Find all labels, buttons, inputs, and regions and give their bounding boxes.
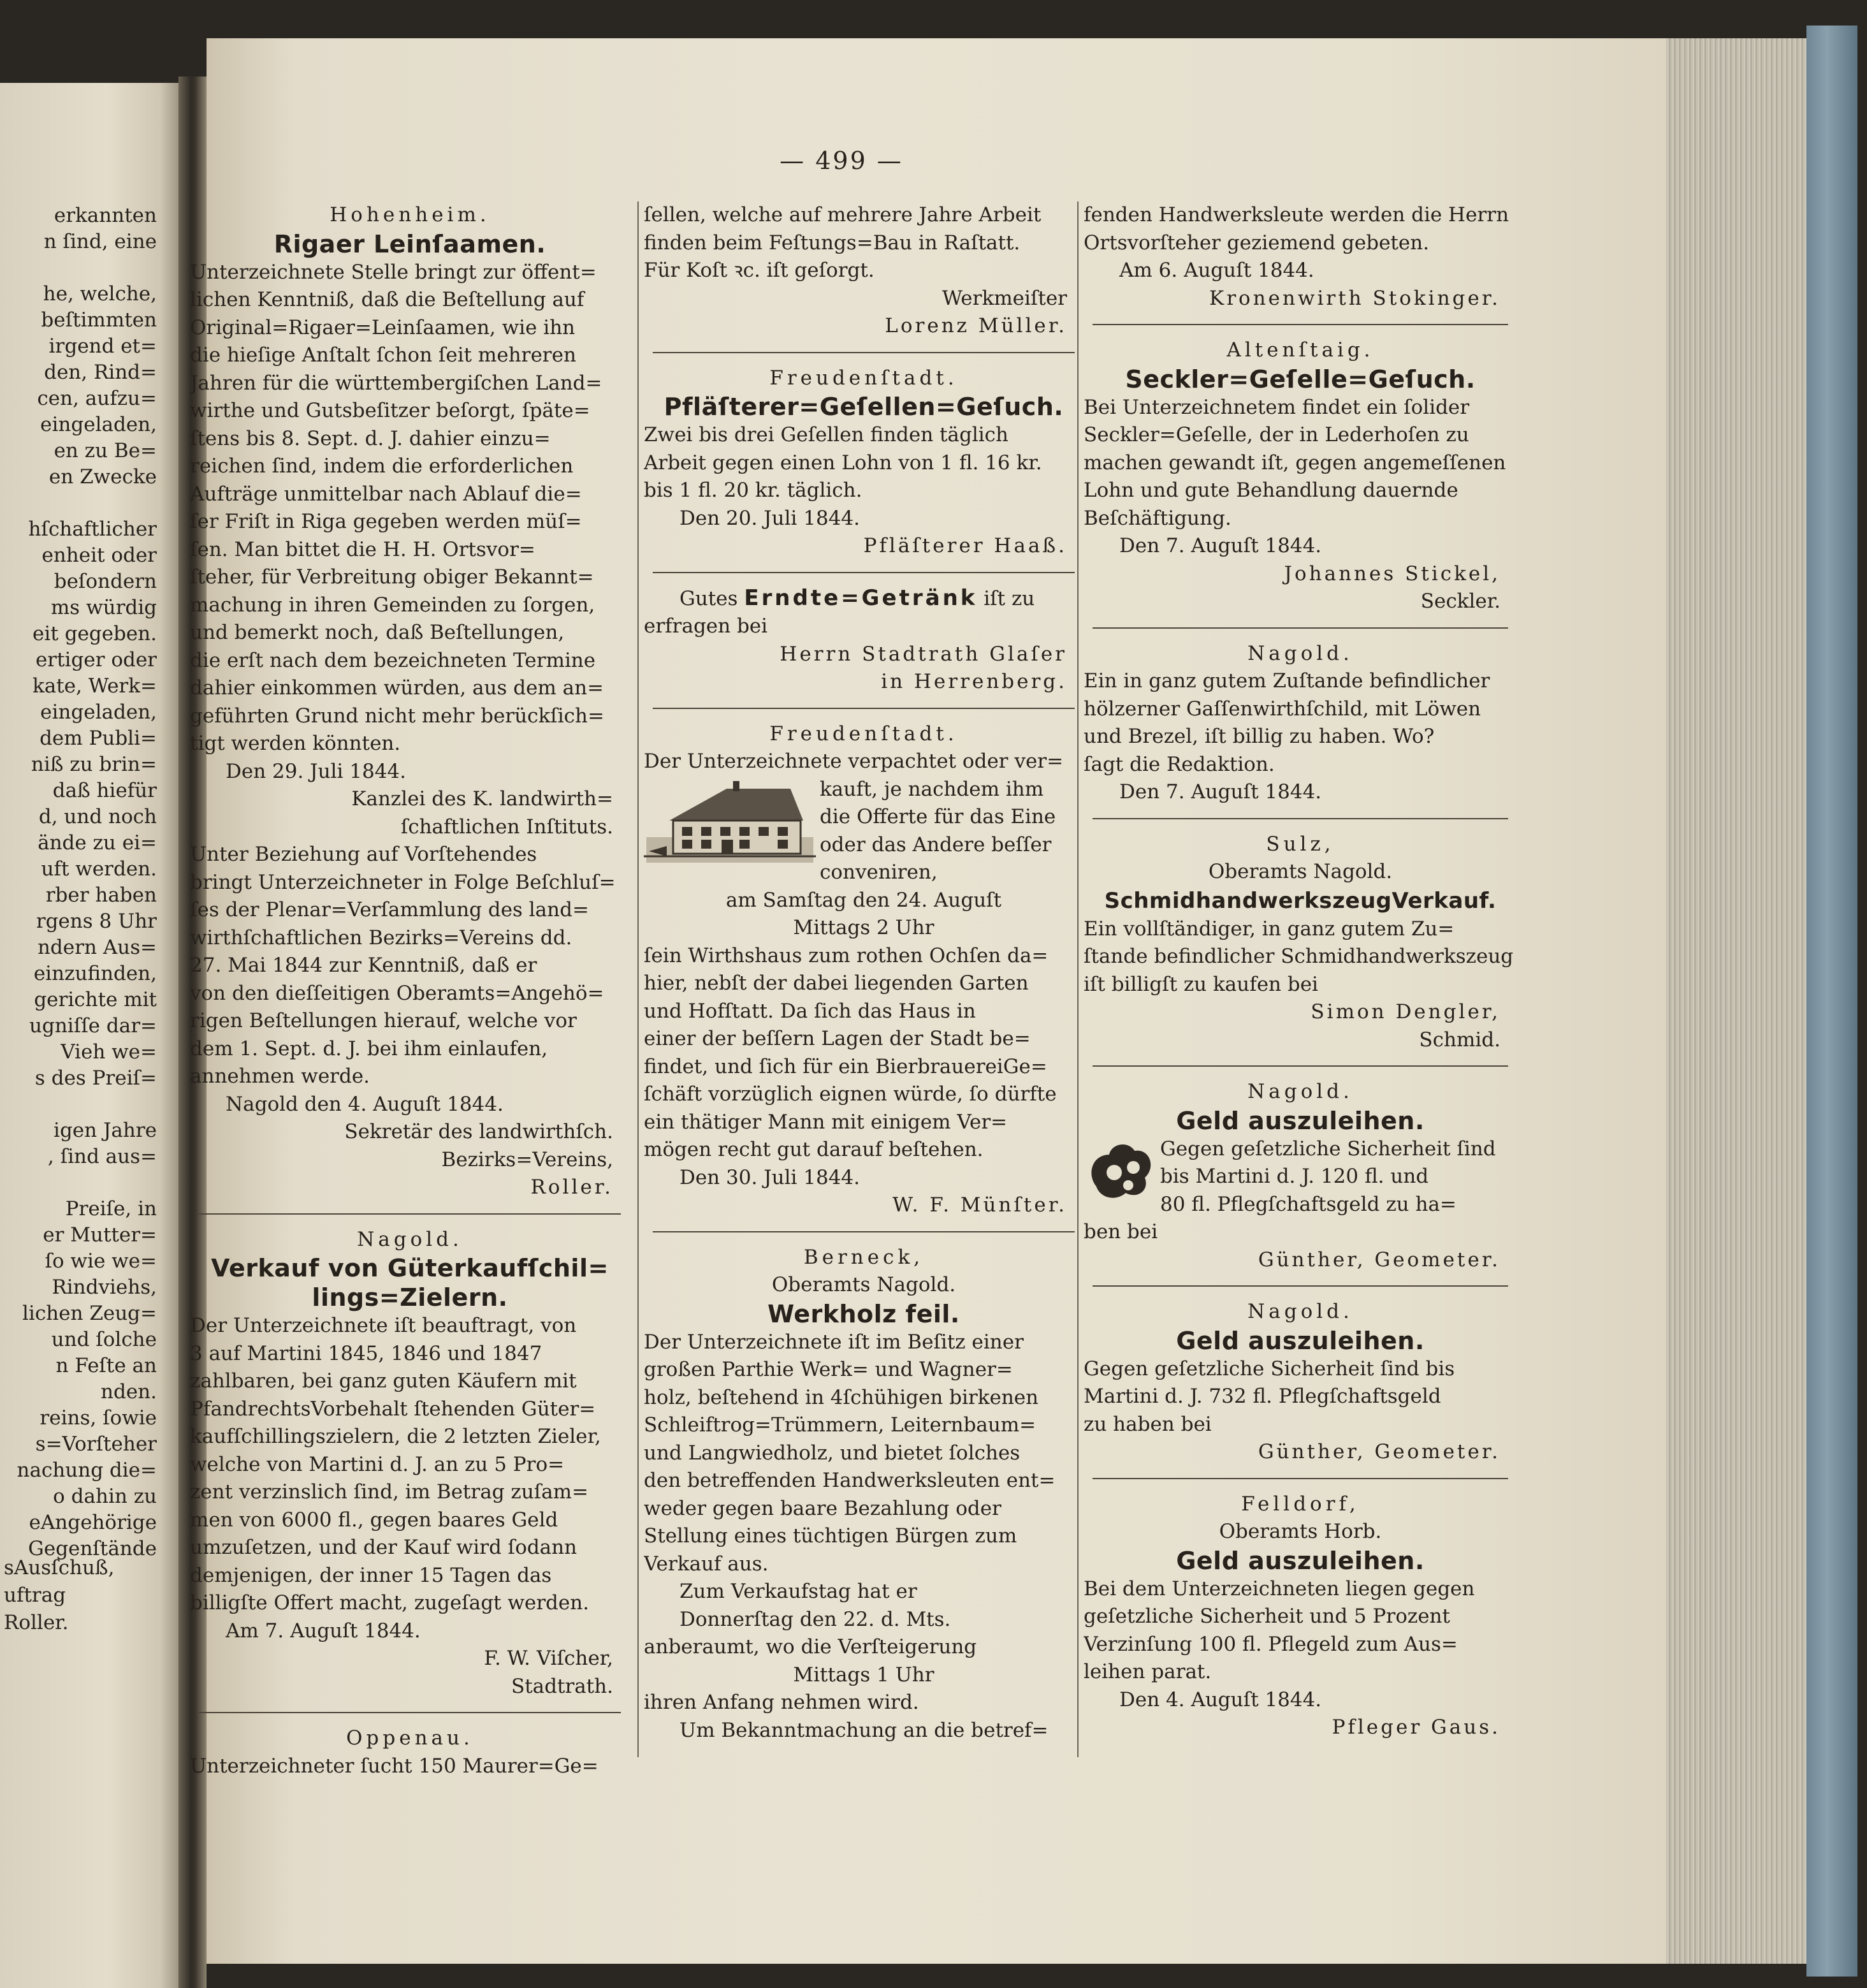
text-line: leihen parat. xyxy=(1084,1660,1212,1683)
fragment-line: reins, ſowie xyxy=(40,1407,157,1429)
divider xyxy=(1093,1478,1508,1479)
text-line: ſchäft vorzüglich eignen würde, ſo dürfte xyxy=(644,1083,1057,1106)
ad-signature: W. F. Münſter. xyxy=(892,1194,1067,1217)
column-3 xyxy=(1084,201,1517,1748)
text-line: 80 fl. Pflegſchaftsgeld zu ha= xyxy=(1160,1192,1457,1216)
text-line: ſer Friſt in Riga gegeben werden müſ= xyxy=(190,510,582,533)
ad-signature: Pfleger Gaus. xyxy=(1332,1716,1500,1739)
ad-body xyxy=(190,841,630,1091)
column-1 xyxy=(190,201,630,1787)
text-line: wirthe und Gutsbeſitzer beſorgt, ſpäte= xyxy=(190,399,590,422)
fragment-line: beſtimmten xyxy=(41,309,157,332)
fragment-line: niß zu brin= xyxy=(31,753,157,776)
ad-signature: Simon Dengler, xyxy=(1311,1000,1500,1023)
text-span: Gutes xyxy=(679,587,738,610)
fragment-line: Vieh we= xyxy=(61,1041,157,1063)
wrap-with-image xyxy=(1084,1136,1517,1219)
text-line: Schleiftrog=Trümmern, Leiternbaum= xyxy=(644,1414,1036,1436)
column-2 xyxy=(644,201,1084,1751)
ad-signature: ſchaftlichen Inſtituts. xyxy=(400,815,613,838)
ad-body-line: Zum Verkaufstag hat er xyxy=(679,1580,917,1603)
text-line: 3 auf Martini 1845, 1846 und 1847 xyxy=(190,1341,542,1365)
text-line: Arbeit gegen einen Lohn von 1 fl. 16 kr. xyxy=(644,451,1042,474)
fragment-line: dem Publi= xyxy=(40,727,157,750)
ad-subplace: Oberamts Nagold. xyxy=(771,1273,956,1296)
divider xyxy=(653,1231,1075,1232)
fragment-line: uft werden. xyxy=(41,858,157,881)
ad-heading: Werkholz feil. xyxy=(767,1299,960,1328)
ad-date: Den 30. Juli 1844. xyxy=(679,1166,860,1189)
fragment-line xyxy=(17,1170,157,1196)
left-page-bottom-fragments xyxy=(4,1554,115,1637)
ad-nagold-geld-2 xyxy=(1084,1298,1517,1466)
ad-body xyxy=(644,942,1084,1164)
text-line: den betreffenden Handwerksleuten ent= xyxy=(644,1469,1056,1492)
ad-nagold-wirthschild xyxy=(1084,640,1517,807)
ad-body xyxy=(644,887,1084,942)
ad-signature: F. W. Viſcher, xyxy=(484,1647,613,1670)
ad-heading: lings=Zielern. xyxy=(312,1283,508,1312)
text-line: PfandrechtsVorbehalt ſtehenden Güter= xyxy=(190,1397,596,1421)
fragment-line: d, und noch xyxy=(38,805,157,828)
ad-heading: Pfläſterer=Geſellen=Geſuch. xyxy=(664,393,1064,421)
ad-altenstaig-seckler xyxy=(1084,337,1517,616)
book-cover xyxy=(1806,26,1857,1977)
ad-body xyxy=(190,259,630,758)
text-line: Verzinſung 100 fl. Pflegeld zum Aus= xyxy=(1084,1632,1458,1656)
ad-signature: Pfläſterer Haaß. xyxy=(863,534,1067,557)
text-line: findet, und ſich für ein BierbrauereiGe= xyxy=(644,1055,1047,1078)
fragment-line: eit gegeben. xyxy=(33,622,157,645)
text-line: Ein in ganz gutem Zuſtande befindlicher xyxy=(1084,669,1490,692)
ad-body-line xyxy=(644,585,1084,613)
text-line: am Samſtag den 24. Auguſt xyxy=(725,888,1002,912)
fragment-line: ände zu ei= xyxy=(38,831,157,854)
text-line: 27. Mai 1844 zur Kenntniß, daß er xyxy=(190,954,537,977)
text-line: Jahren für die württembergiſchen Land= xyxy=(190,371,602,395)
fragment-line: Gegenſtände xyxy=(28,1537,157,1560)
text-line: iſt billigſt zu kaufen bei xyxy=(1084,972,1318,996)
text-line: Stellung eines tüchtigen Bürgen zum xyxy=(644,1524,1017,1547)
ad-place: Nagold. xyxy=(1247,641,1353,665)
ad-signature: Kronenwirth Stokinger. xyxy=(1209,286,1500,310)
fragment-line: einzufinden, xyxy=(33,962,157,985)
column-rule-1 xyxy=(637,201,639,1757)
text-line: Lohn und gute Behandlung dauernde xyxy=(1084,479,1458,502)
text-line: Beſchäftigung. xyxy=(1084,506,1231,530)
text-line: annehmen werde. xyxy=(190,1065,370,1088)
ad-body-line: anberaumt, wo die Verſteigerung xyxy=(644,1635,977,1658)
text-line: Für Koſt ꝛc. iſt geſorgt. xyxy=(644,259,875,282)
ad-place: Oppenau. xyxy=(346,1727,474,1750)
text-line: reichen ſind, indem die erforderlichen xyxy=(190,455,574,478)
fragment-line: Rindviehs, xyxy=(52,1276,157,1299)
left-page-text-fragments xyxy=(17,203,157,1562)
text-line: einer der beſſern Lagen der Stadt be= xyxy=(644,1027,1031,1050)
ad-date: Am 7. Auguſt 1844. xyxy=(226,1619,421,1642)
text-line: kaufſchillingszielern, die 2 letzten Zieler, xyxy=(190,1425,601,1448)
text-line: bringt Unterzeichneter in Folge Beſchluſ= xyxy=(190,870,616,894)
ad-signature: Stadtrath. xyxy=(511,1674,613,1698)
text-line: hier, nebſt der dabei liegenden Garten xyxy=(644,972,1029,995)
text-line: oder das Andere beſſer xyxy=(820,833,1052,856)
fragment-line: cen, aufzu= xyxy=(37,387,157,410)
ad-body xyxy=(820,776,1084,887)
fragment-line: Preiſe, in xyxy=(65,1197,157,1220)
ad-body xyxy=(1084,1356,1517,1439)
fragment-line: erkannten xyxy=(54,204,157,227)
ad-signature: Schmid. xyxy=(1419,1028,1500,1051)
ad-berneck-continued xyxy=(1084,201,1517,312)
ad-signature: in Herrenberg. xyxy=(881,670,1067,693)
fragment-line: enheit oder xyxy=(41,544,157,567)
text-line: zahlbaren, bei ganz guten Käufern mit xyxy=(190,1370,577,1392)
text-line: demjenigen, der inner 15 Tagen das xyxy=(190,1563,552,1587)
ad-body xyxy=(644,1329,1084,1579)
text-line: ſen. Man bittet die H. H. Ortsvor= xyxy=(190,537,535,561)
text-line: weder gegen baare Bezahlung oder xyxy=(644,1496,1001,1520)
text-line: großen Parthie Werk= und Wagner= xyxy=(644,1358,1013,1381)
ad-nagold-geld-1 xyxy=(1084,1078,1517,1274)
ad-signature: Bezirks=Vereins, xyxy=(441,1148,613,1171)
fragment-line: en zu Be= xyxy=(54,439,157,462)
ad-date: Den 20. Juli 1844. xyxy=(679,506,860,530)
ad-date: Nagold den 4. Auguſt 1844. xyxy=(226,1092,504,1116)
fragment-line: s des Preiſ= xyxy=(34,1067,157,1090)
ad-freudenstadt-wirthshaus xyxy=(644,720,1084,1220)
text-line: zu haben bei xyxy=(1084,1412,1212,1436)
text-line: ſagt die Redaktion. xyxy=(1084,752,1275,776)
ad-signature: Sekretär des landwirthſch. xyxy=(344,1120,613,1143)
text-line: welche von Martini d. J. an zu 5 Pro= xyxy=(190,1452,565,1476)
ad-place: Berneck, xyxy=(803,1245,924,1269)
text-line: zent verzinslich ſind, im Betrag zuſam= xyxy=(190,1480,589,1503)
ad-date: Den 4. Auguſt 1844. xyxy=(1119,1688,1322,1711)
text-line: rigen Beſtellungen hierauf, welche vor xyxy=(190,1009,577,1032)
fragment-line: s=Vorſteher xyxy=(35,1433,157,1456)
text-line: finden beim Feſtungs=Bau in Raſtatt. xyxy=(644,231,1021,254)
page-number: — 499 — xyxy=(780,147,903,175)
fragment-line: rgens 8 Uhr xyxy=(36,910,157,933)
ad-signature: Kanzlei des K. landwirth= xyxy=(351,787,613,810)
fragment-line xyxy=(17,1092,157,1118)
text-line: und Langwiedholz, und bietet ſolches xyxy=(644,1441,1021,1465)
text-line: billigſte Offert macht, zugeſagt werden. xyxy=(190,1591,590,1614)
ad-body xyxy=(1084,394,1517,533)
ad-hohenheim xyxy=(190,201,630,1202)
text-line: die hieſige Anſtalt ſchon ſeit mehreren xyxy=(190,344,576,367)
text-line: hölzerner Gaſſenwirthſchild, mit Löwen xyxy=(1084,697,1481,720)
ad-body-line: ihren Anfang nehmen wird. xyxy=(644,1691,919,1714)
fragment-line: rber haben xyxy=(45,884,157,907)
text-line: Martini d. J. 732 fl. Pflegſchaftsgeld xyxy=(1084,1385,1441,1408)
ad-date: Den 7. Auguſt 1844. xyxy=(1119,780,1322,803)
text-line: Verkauf aus. xyxy=(644,1552,769,1575)
ad-body xyxy=(1084,916,1517,999)
ad-sulz-schmid xyxy=(1084,831,1517,1055)
fragment-line: n Feſte an xyxy=(55,1354,157,1377)
fragment-line: ndern Aus= xyxy=(37,936,157,959)
left-page xyxy=(0,83,178,1988)
fragment-line: ugniſſe dar= xyxy=(29,1014,157,1037)
fragment-line: daß hiefür xyxy=(52,779,157,802)
ad-body xyxy=(1084,668,1517,778)
fragment-line: o dahin zu xyxy=(53,1485,157,1508)
text-line: geſetzliche Sicherheit und 5 Prozent xyxy=(1084,1605,1450,1628)
text-line: Unter Beziehung auf Vorſtehendes xyxy=(190,843,537,866)
text-line: und Brezel, iſt billig zu haben. Wo? xyxy=(1084,725,1435,748)
fragment-line: und ſolche xyxy=(51,1328,157,1351)
fragment-line: , ſind aus= xyxy=(47,1145,157,1168)
text-line: kauft, je nachdem ihm xyxy=(820,777,1044,801)
ad-place: Freudenſtadt. xyxy=(769,366,958,390)
ad-body xyxy=(644,421,1084,505)
text-line: fenden Handwerksleute werden die Herrn xyxy=(1084,203,1509,226)
text-line: Zwei bis drei Geſellen finden täglich xyxy=(644,423,1009,446)
fragment-line: Roller. xyxy=(4,1611,69,1634)
divider xyxy=(199,1712,621,1713)
text-span: iſt zu xyxy=(984,587,1035,610)
divider xyxy=(1093,1065,1508,1067)
text-line: und bemerkt noch, daß Beſtellungen, xyxy=(190,621,565,644)
ad-body-line: Um Bekanntmachung an die betref= xyxy=(679,1718,1049,1742)
divider xyxy=(199,1213,621,1215)
fragment-line: nachung die= xyxy=(17,1459,157,1482)
text-line: bis Martini d. J. 120 fl. und xyxy=(1160,1165,1429,1188)
fragment-line: en Zwecke xyxy=(48,465,157,488)
ad-signature: Werkmeiſter xyxy=(941,286,1067,310)
text-line: von den dieſſeitigen Oberamts=Angehö= xyxy=(190,981,604,1005)
wrap-with-image xyxy=(644,776,1084,887)
text-line: dahier einkommen würden, aus dem an= xyxy=(190,676,604,699)
text-line: Aufträge unmittelbar nach Ablauf die= xyxy=(190,482,582,506)
fragment-line: eAngehörige xyxy=(29,1511,157,1534)
fragment-line: sAusſchuß, xyxy=(4,1556,115,1579)
ad-signature: Günther, Geometer. xyxy=(1258,1248,1500,1271)
text-line: und Hofſtatt. Da ſich das Haus in xyxy=(644,999,976,1023)
text-line: ſtens bis 8. Sept. d. J. dahier einzu= xyxy=(190,427,551,450)
ad-body xyxy=(1160,1136,1517,1219)
divider xyxy=(653,572,1075,573)
ad-heading: Geld auszuleihen. xyxy=(1176,1326,1425,1355)
fragment-line: irgend et= xyxy=(48,335,157,358)
text-line: geführten Grund nicht mehr berückſich= xyxy=(190,704,604,727)
ad-heading: Geld auszuleihen. xyxy=(1176,1546,1425,1575)
ad-subplace: Oberamts Nagold. xyxy=(1208,860,1393,883)
ad-place: Nagold. xyxy=(357,1227,463,1251)
ad-place: Felldorf, xyxy=(1241,1492,1360,1516)
fragment-line: uftrag xyxy=(4,1584,66,1607)
fragment-line: kate, Werk= xyxy=(32,675,157,698)
fragment-line: den, Rind= xyxy=(44,361,157,384)
text-line: Ortsvorſteher geziemend gebeten. xyxy=(1084,231,1430,254)
ad-erndte-getraenk xyxy=(644,585,1084,696)
ad-place: Altenſtaig. xyxy=(1226,339,1374,362)
ad-body-line: Donnerſtag den 22. d. Mts. xyxy=(679,1607,951,1631)
fragment-line: ertiger oder xyxy=(35,648,157,671)
ad-body xyxy=(1084,201,1517,257)
text-line: ſteher, für Verbreitung obiger Bekannt= xyxy=(190,566,594,588)
ad-felldorf-geld xyxy=(1084,1491,1517,1742)
ad-heading: Seckler=Geſelle=Geſuch. xyxy=(1125,365,1476,393)
ad-freudenstadt-pflaesterer xyxy=(644,365,1084,560)
fragment-line: eingeladen, xyxy=(40,413,157,436)
text-line: conveniren, xyxy=(820,861,938,884)
text-line: Bei dem Unterzeichneten liegen gegen xyxy=(1084,1577,1475,1600)
divider xyxy=(653,708,1075,709)
ad-body xyxy=(190,1312,630,1618)
divider xyxy=(653,352,1075,353)
text-line: Gegen geſetzliche Sicherheit ſind xyxy=(1160,1137,1496,1160)
fragment-line: gerichte mit xyxy=(34,988,157,1011)
emphasis-span: Erndte=Getränk xyxy=(744,585,978,611)
fragment-line: ms würdig xyxy=(50,596,157,619)
ad-signature: Günther, Geometer. xyxy=(1258,1440,1500,1463)
ad-signature: Johannes Stickel, xyxy=(1284,562,1500,585)
fragment-line: he, welche, xyxy=(43,282,157,305)
text-line: ſein Wirthshaus zum rothen Ochſen da= xyxy=(644,944,1049,967)
house-illustration xyxy=(644,776,816,865)
fragment-line: ſo wie we= xyxy=(45,1250,157,1273)
ad-place: Nagold. xyxy=(1247,1300,1353,1323)
ad-signature: Seckler. xyxy=(1420,590,1500,613)
text-line: ſellen, welche auf mehrere Jahre Arbeit xyxy=(644,203,1042,226)
text-line: holz, beſtehend in 4ſchühigen birkenen xyxy=(644,1385,1039,1409)
text-line: machung in ihren Gemeinden zu ſorgen, xyxy=(190,593,595,617)
text-line: Unterzeichnete Stelle bringt zur öffent= xyxy=(190,260,597,284)
ad-signature: Roller. xyxy=(530,1176,613,1199)
text-line: die erſt nach dem bezeichneten Termine xyxy=(190,648,596,672)
text-line: men von 6000 fl., gegen baares Geld xyxy=(190,1508,558,1531)
text-line: umzuſetzen, und der Kauf wird ſodann xyxy=(190,1536,578,1559)
ad-place: Sulz, xyxy=(1266,832,1335,856)
text-line: mögen recht gut darauf beſtehen. xyxy=(644,1138,984,1161)
ad-heading: SchmidhandwerkszeugVerkauf. xyxy=(1104,888,1497,914)
ad-heading: Rigaer Leinſaamen. xyxy=(273,230,546,258)
text-line: lichen Kenntniß, daß die Beſtellung auf xyxy=(190,288,585,311)
ad-body-line: Mittags 1 Uhr xyxy=(793,1663,934,1686)
text-line: ſes der Plenar=Verſammlung des land= xyxy=(190,898,589,921)
text-line: dem 1. Sept. d. J. bei ihm einlaufen, xyxy=(190,1037,548,1060)
ad-date: Am 6. Auguſt 1844. xyxy=(1119,259,1314,282)
ad-signature: Herrn Stadtrath Glaſer xyxy=(780,642,1067,666)
fragment-line: er Mutter= xyxy=(43,1224,157,1246)
ad-body-line: Unterzeichneter ſucht 150 Maurer=Ge= xyxy=(190,1754,599,1778)
text-line: Ein vollſtändiger, in ganz gutem Zu= xyxy=(1084,917,1455,940)
ad-place: Hohenheim. xyxy=(330,203,490,226)
ad-place: Freudenſtadt. xyxy=(769,722,958,745)
fragment-line: igen Jahre xyxy=(54,1119,157,1142)
text-line: machen gewandt iſt, gegen angemeſſenen xyxy=(1084,451,1506,474)
fragment-line: lichen Zeug= xyxy=(22,1302,157,1325)
ad-oppenau xyxy=(190,1725,630,1780)
ad-berneck-werkholz xyxy=(644,1244,1084,1745)
fragment-line: eingeladen, xyxy=(40,701,157,724)
text-line: wirthſchaftlichen Bezirks=Vereins dd. xyxy=(190,926,572,949)
fragment-line xyxy=(17,255,157,281)
ad-heading: Geld auszuleihen. xyxy=(1176,1106,1425,1135)
ad-heading: Verkauf von Güterkaufſchil= xyxy=(211,1254,609,1282)
text-line: Der Unterzeichnete iſt im Beſitz einer xyxy=(644,1330,1024,1354)
ad-body-line: ben bei xyxy=(1084,1220,1158,1243)
text-line: ein thätiger Mann mit einigem Ver= xyxy=(644,1110,1008,1134)
divider xyxy=(1093,627,1508,629)
ad-rastatt-continued xyxy=(644,201,1084,340)
divider xyxy=(1093,324,1508,325)
fragment-line: n ſind, eine xyxy=(43,230,157,253)
fragment-line: hſchaftlicher xyxy=(28,518,157,541)
divider xyxy=(1093,1285,1508,1287)
text-line: Gegen geſetzliche Sicherheit ſind bis xyxy=(1084,1357,1455,1380)
text-line: bis 1 fl. 20 kr. täglich. xyxy=(644,479,862,502)
text-line: tigt werden könnten. xyxy=(190,732,401,755)
text-line: Seckler=Geſelle, der in Lederhoſen zu xyxy=(1084,423,1469,446)
ad-signature: Lorenz Müller. xyxy=(885,314,1067,337)
text-line: die Offerte für das Eine xyxy=(820,805,1056,828)
ad-body-line: Der Unterzeichnete verpachtet oder ver= xyxy=(644,750,1064,773)
ad-body-line: erfragen bei xyxy=(644,615,768,638)
fragment-line xyxy=(17,490,157,516)
text-line: Original=Rigaer=Leinſaamen, wie ihn xyxy=(190,316,576,339)
fragment-line: beſondern xyxy=(54,570,157,593)
text-line: Der Unterzeichnete iſt beauftragt, von xyxy=(190,1314,577,1337)
fragment-line: nden. xyxy=(101,1380,157,1403)
ad-body xyxy=(644,201,1084,285)
ad-subplace: Oberamts Horb. xyxy=(1219,1520,1382,1543)
page-edges xyxy=(1666,38,1806,1964)
divider xyxy=(1093,818,1508,819)
text-line: Bei Unterzeichnetem findet ein ſolider xyxy=(1084,395,1470,419)
money-bag-illustration xyxy=(1084,1136,1158,1203)
text-line: Mittags 2 Uhr xyxy=(793,916,934,939)
ad-place: Nagold. xyxy=(1247,1080,1353,1103)
ad-body xyxy=(1084,1575,1517,1686)
ad-date: Den 7. Auguſt 1844. xyxy=(1119,534,1322,557)
ad-nagold-gueterkaufschilling xyxy=(190,1226,630,1701)
ad-date: Den 29. Juli 1844. xyxy=(226,759,406,783)
text-line: ſtande befindlicher Schmidhandwerkszeug xyxy=(1084,945,1514,968)
